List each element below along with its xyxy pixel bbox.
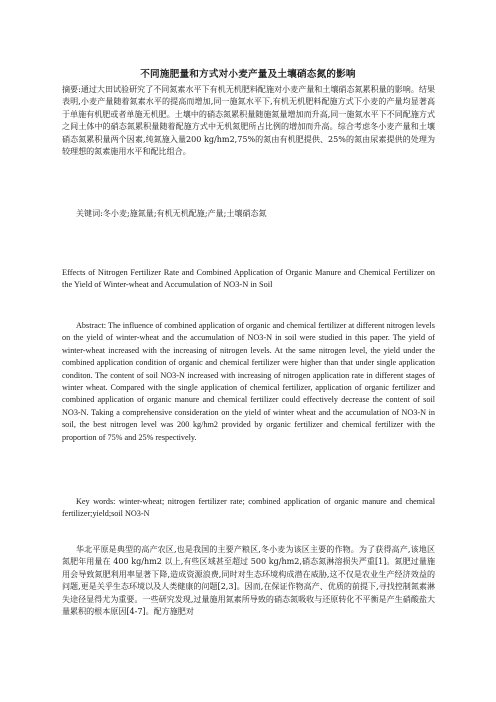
english-title: Effects of Nitrogen Fertilizer Rate and Combined Application of Organic Manure and Chemical Fertilizer on the Yield of Winter-wheat and Accumulation of NO3-N in Soil xyxy=(62,268,435,290)
paper-title: 不同施肥量和方式对小麦产量及土壤硝态氮的影响 xyxy=(140,69,356,80)
chinese-keywords: 关键词:冬小麦;施氮量;有机无机配施;产量;土壤硝态氮 xyxy=(76,209,267,218)
english-abstract: Abstract: The influence of combined application of organic and chemical fertilizer at different nitrogen levels on the yield of winter-wheat and the accumulation of NO3-N in soil were studied in this paper. The yield of winter-wheat increased with the increasing of nitrogen levels. At the same nitrogen level, the yield under the combined application condition of organic and chemical fertilizer were higher than that under single application conditon. The content of soil NO3-N increased with increasing of nitrogen application rate in different stages of winter wheat. Compared with the single application of chemical fertilizer, application of organic fertilizer and combined application of organic manure and chemical fertilizer could effectively decrease the content of soil NO3-N. Taking a comprehensive consideration on the yield of winter wheat and the accumulation of NO3-N in soil, the best nitrogen level was 200 kg/hm2 provided by organic fertilizer and chemical fertilizer with the proportion of 75% and 25% respectively. xyxy=(62,321,435,442)
introduction-paragraph: 华北平原是典型的高产农区,也是我国的主要产粮区,冬小麦为该区主要的作物。为了获得高产,该地区氮肥年用量在 400 kg/hm2 以上,有些区域甚至超过 500 kg/hm2,硝态氮淋溶损失严重[1]。氮肥过量施用会导致氮肥利用率显著下降,造成资源浪费,同时对生态环境构成潜在威胁,这不仅是农业生产经济效益的问题,更是关乎生态环境以及人类健康的问题[2,3]。因而,在保证作物高产、优质的前提下,寻找控制氮素淋失途径显得尤为重要。一些研究发现,过量施用氮素所导致的硝态氮吸收与还原转化不平衡是产生硝酸盐大量累积的根本原因[4-7]。配方施肥对 xyxy=(62,545,435,617)
chinese-abstract: 摘要:通过大田试验研究了不同氮素水平下有机无机肥料配施对小麦产量和土壤硝态氮累积量的影响。结果表明,小麦产量随着氮素水平的提高而增加,同一施氮水平下,有机无机肥料配施方式下小麦的产量均显著高于单施有机肥或者单施无机肥。土壤中的硝态氮累积量随施氮量增加而升高,同一施氮水平下不同配施方式之间土体中的硝态氮累积量随着配施方式中无机氮肥所占比例的增加而升高。综合考虑冬小麦产量和土壤硝态氮累积量两个因素,纯氮施入量200 kg/hm2,75%的氮由有机肥提供、25%的氮由尿素提供的处理为较理想的氮素施用水平和配比组合。 xyxy=(62,85,435,157)
english-keywords: Key words: winter-wheat; nitrogen fertilizer rate; combined application of organic manure and chemical fertilizer;yield;soil NO3-N xyxy=(62,497,435,519)
